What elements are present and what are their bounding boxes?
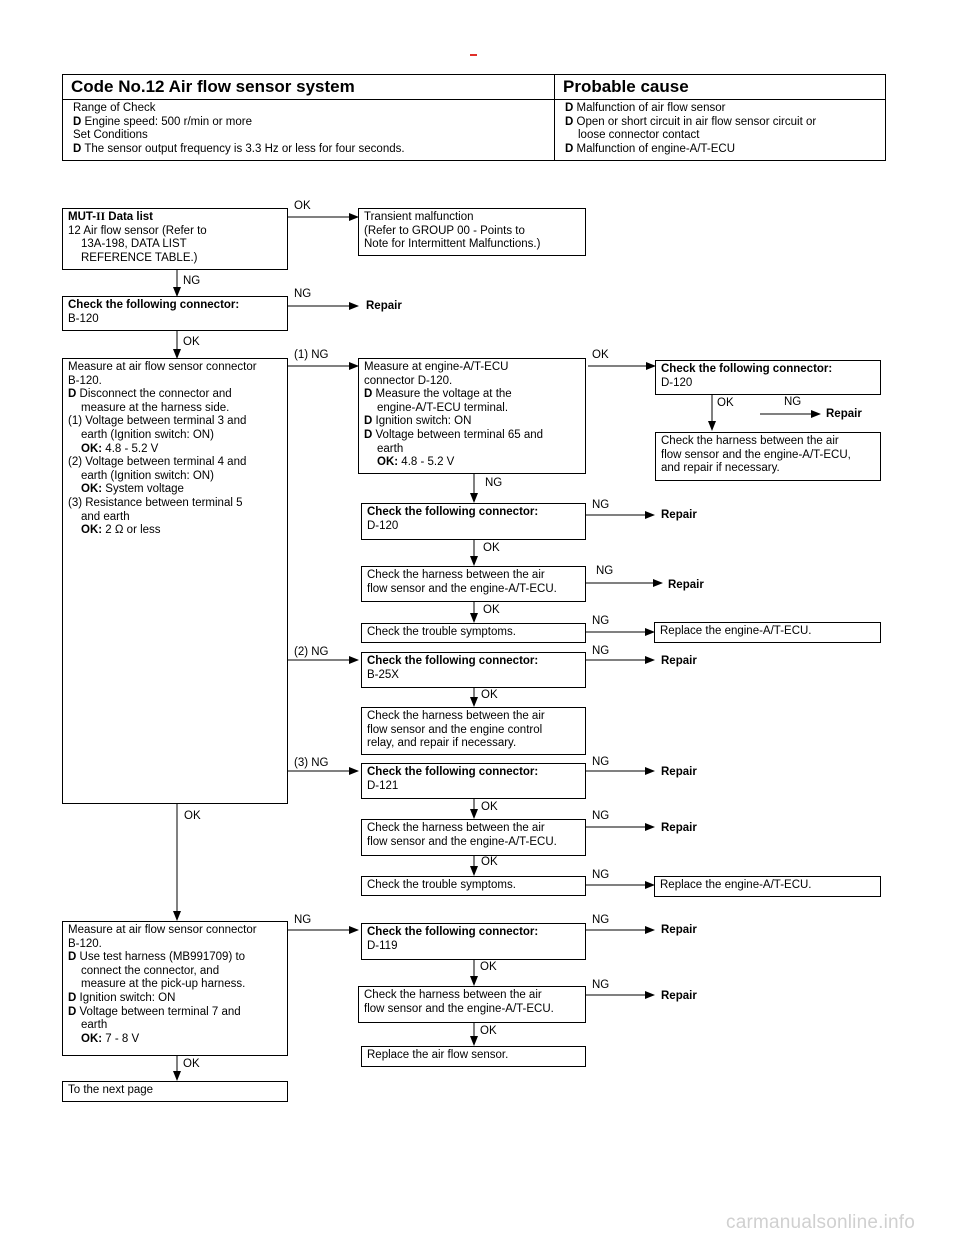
range-label: Range of Check [73, 102, 156, 114]
box-line: (2) Voltage between terminal 4 and [68, 456, 247, 469]
bullet-icon: D [68, 951, 77, 964]
box-line: Note for Intermittent Malfunctions.) [364, 238, 541, 251]
box-line: Check the harness between the air [367, 710, 545, 722]
measure-afs-connector-box [62, 358, 288, 804]
ng-label: NG [592, 499, 610, 511]
box-line: and earth [81, 510, 130, 523]
ng1-label: (1) NG [294, 349, 329, 361]
replace-air-flow-sensor-box [361, 1046, 586, 1067]
box-title: Check the following connector: [367, 506, 539, 518]
mut-title: MUT- [68, 211, 97, 223]
box-line: Ignition switch: ON [79, 991, 176, 1004]
harness-check-mid2-box [361, 819, 586, 856]
box-title: Check the following connector: [367, 766, 539, 778]
box-line: Disconnect the connector and [79, 388, 232, 401]
check-connector-d120-right-box [655, 360, 881, 395]
transient-malfunction-box [358, 208, 586, 256]
connector-id: B-25X [367, 668, 399, 681]
spec-value: 4.8 - 5.2 V [401, 456, 455, 469]
header-title: Code No.12 Air flow sensor system [63, 75, 555, 100]
set-label: Set Conditions [73, 129, 148, 142]
cause-item: Open or short circuit in air flow sensor circuit or [576, 115, 817, 128]
connector-id: D-120 [367, 519, 399, 532]
check-connector-d121-box [361, 763, 586, 799]
bullet-icon: D [565, 142, 574, 155]
box-title: Check the following connector: [367, 926, 539, 938]
box-line: flow sensor and the engine-A/T-ECU. [367, 835, 557, 848]
watermark: carmanualsonline.info [726, 1212, 916, 1233]
ok-label: OK [592, 349, 609, 361]
box-line: flow sensor and the engine-A/T-ECU. [364, 1002, 554, 1015]
ok-label: OK [183, 1058, 200, 1070]
replace-ecu-box-1 [654, 622, 881, 643]
ok-label: OK [183, 336, 200, 348]
ng-label: NG [596, 565, 614, 577]
repair-label: Repair [826, 408, 862, 420]
box-line: Transient malfunction [364, 211, 474, 223]
box-line: Replace the engine-A/T-ECU. [660, 625, 812, 637]
mut-title-roman: II [96, 211, 106, 223]
probable-cause-title: Probable cause [555, 75, 886, 100]
box-line: and repair if necessary. [661, 462, 780, 475]
cause-item: Malfunction of air flow sensor [576, 102, 726, 114]
box-line: Measure at air flow sensor connector [68, 361, 257, 373]
box-line: To the next page [68, 1084, 154, 1096]
bullet-icon: D [68, 991, 77, 1004]
ng-label: NG [592, 869, 610, 881]
repair-label: Repair [661, 766, 697, 778]
box-line: flow sensor and the engine control [367, 723, 543, 736]
ok-spec-label: OK: [81, 1032, 103, 1045]
box-line: Measure the voltage at the [375, 388, 512, 401]
ok-spec-label: OK: [81, 442, 103, 455]
bullet-icon: D [68, 1005, 77, 1018]
ng-label: NG [592, 979, 610, 991]
connector-id: D-120 [661, 376, 693, 389]
box-line: Voltage between terminal 7 and [79, 1005, 241, 1018]
check-connector-b120-box [62, 296, 288, 331]
box-line: Measure at engine-A/T-ECU [364, 361, 509, 373]
repair-label: Repair [668, 579, 704, 591]
box-line: Check the harness between the air [367, 822, 545, 834]
ng-label: NG [592, 810, 610, 822]
box-line: Measure at air flow sensor connector [68, 924, 257, 936]
mut-title-suffix: Data list [105, 211, 153, 223]
box-line: REFERENCE TABLE.) [81, 251, 198, 264]
box-line: flow sensor and the engine-A/T-ECU. [367, 582, 557, 595]
connector-id: D-119 [367, 939, 398, 952]
spec-value: 2 Ω or less [105, 524, 161, 537]
connector-id: D-121 [367, 779, 399, 792]
harness-check-mid3-box [358, 986, 586, 1023]
ok-label: OK [184, 810, 201, 822]
set-item: The sensor output frequency is 3.3 Hz or less for four seconds. [84, 142, 405, 155]
box-title: Check the following connector: [68, 299, 240, 311]
box-line: earth (Ignition switch: ON) [81, 428, 214, 441]
box-line: engine-A/T-ECU terminal. [377, 401, 509, 414]
repair-label: Repair [661, 822, 697, 834]
range-item: Engine speed: 500 r/min or more [84, 115, 252, 128]
ng-label: NG [592, 914, 610, 926]
connector-id: B-120 [68, 312, 99, 325]
repair-label: Repair [661, 655, 697, 667]
bullet-icon: D [364, 415, 373, 428]
spec-value: 4.8 - 5.2 V [105, 442, 159, 455]
repair-label: Repair [661, 924, 697, 936]
box-line: B-120. [68, 937, 102, 950]
mut-data-list-box [62, 208, 288, 270]
ng-label: NG [592, 615, 610, 627]
spec-value: 7 - 8 V [105, 1032, 140, 1045]
check-connector-d120-mid-box [361, 503, 586, 540]
ng-label: NG [784, 396, 802, 408]
ok-spec-label: OK: [81, 483, 103, 496]
box-line: Replace the air flow sensor. [367, 1049, 509, 1061]
bullet-icon: D [364, 388, 373, 401]
box-title: Check the following connector: [661, 363, 833, 375]
spec-value: System voltage [105, 483, 184, 496]
cause-item: Malfunction of engine-A/T-ECU [576, 142, 736, 155]
box-line: connect the connector, and [81, 964, 220, 977]
bullet-icon: D [68, 388, 77, 401]
box-line: (Refer to GROUP 00 - Points to [364, 224, 525, 237]
bullet-icon: D [73, 115, 82, 128]
bullet-icon: D [565, 115, 574, 128]
check-connector-d119-box [361, 923, 586, 960]
harness-relay-check-box [361, 707, 586, 755]
ng-label: NG [592, 645, 610, 657]
ok-label: OK [481, 856, 498, 868]
box-line: (1) Voltage between terminal 3 and [68, 415, 247, 428]
box-line: Voltage between terminal 65 and [375, 428, 544, 441]
box-line: Use test harness (MB991709) to [79, 951, 246, 964]
box-line: Check the trouble symptoms. [367, 626, 516, 638]
repair-label: Repair [661, 509, 697, 521]
bullet-icon: D [73, 142, 82, 155]
box-line: Replace the engine-A/T-ECU. [660, 879, 812, 891]
repair-label: Repair [366, 300, 402, 312]
ng-label: NG [485, 477, 503, 489]
box-line: earth [81, 1019, 108, 1032]
ng-label: NG [592, 756, 610, 768]
box-line: earth (Ignition switch: ON) [81, 469, 214, 482]
ok-label: OK [481, 801, 498, 813]
ok-label: OK [717, 397, 734, 409]
ng-label: NG [294, 914, 312, 926]
box-line: connector D-120. [364, 374, 453, 387]
ok-label: OK [483, 542, 500, 554]
box-line: Check the harness between the air [367, 569, 545, 581]
bullet-icon: D [364, 428, 373, 441]
ok-spec-label: OK: [81, 524, 103, 537]
next-page-box [62, 1081, 288, 1102]
box-line: earth [377, 442, 404, 455]
ok-label: OK [294, 200, 311, 212]
repair-label: Repair [661, 990, 697, 1002]
ng-label: NG [294, 288, 312, 300]
box-title: Check the following connector: [367, 655, 539, 667]
check-connector-b25x-box [361, 652, 586, 688]
ng2-label: (2) NG [294, 646, 329, 658]
box-line: measure at the harness side. [81, 401, 230, 414]
measure-afs-test-harness-box [62, 921, 288, 1056]
box-line: 12 Air flow sensor (Refer to [68, 224, 207, 237]
trouble-symptoms-box-1 [361, 623, 586, 643]
ng-label: NG [183, 275, 201, 287]
box-line: Check the harness between the air [661, 435, 839, 447]
harness-check-mid1-box [361, 566, 586, 602]
cause-item: loose connector contact [578, 129, 700, 142]
replace-ecu-box-2 [654, 876, 881, 897]
ok-label: OK [481, 689, 498, 701]
box-line: flow sensor and the engine-A/T-ECU, [661, 448, 851, 461]
box-line: Check the harness between the air [364, 989, 542, 1001]
ok-label: OK [480, 1025, 497, 1037]
box-line: Ignition switch: ON [375, 415, 472, 428]
ng3-label: (3) NG [294, 757, 329, 769]
ok-spec-label: OK: [377, 456, 399, 469]
box-line: 13A-198, DATA LIST [81, 238, 187, 251]
ok-label: OK [483, 604, 500, 616]
harness-check-right-box [655, 432, 881, 481]
box-line: relay, and repair if necessary. [367, 737, 517, 750]
box-line: Check the trouble symptoms. [367, 879, 516, 891]
measure-ecu-connector-box [358, 358, 586, 474]
box-line: measure at the pick-up harness. [81, 978, 246, 991]
box-line: B-120. [68, 374, 102, 387]
bullet-icon: D [565, 102, 574, 114]
box-line: (3) Resistance between terminal 5 [68, 496, 243, 509]
trouble-symptoms-box-2 [361, 876, 586, 896]
ok-label: OK [480, 961, 497, 973]
